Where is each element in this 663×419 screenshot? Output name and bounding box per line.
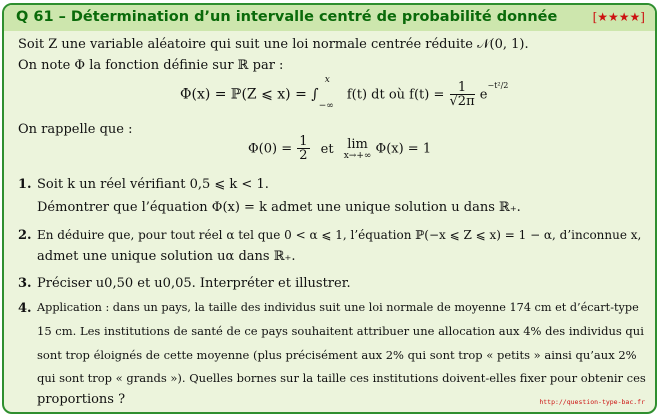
recall-lhs: Φ(0) = [248, 141, 293, 157]
item-4-line-3: sont trop éloignés de cette moyenne (plus précisément aux 2% qui sont trop « petits » ainsi qu’aux 2% [37, 348, 637, 362]
item-1-number: 1. [18, 177, 32, 192]
intro-line-2: On note Φ la fonction définie sur ℝ par : [18, 58, 284, 73]
item-1-line-1: Soit k un réel vérifiant 0,5 ⩽ k < 1. [37, 177, 269, 192]
item-4-number: 4. [18, 301, 32, 316]
recall-limit [344, 137, 372, 161]
phi-definition-formula [180, 75, 509, 111]
intro-line-3: On rappelle que : [18, 122, 133, 137]
recall-lim-sub: x→+∞ [343, 151, 372, 161]
intro-line-1: Soit Z une variable aléatoire qui suit une loi normale centrée réduite 𝒩(0, 1). [18, 37, 529, 52]
integral-lower-bound: −∞ [318, 101, 334, 111]
recall-rhs: Φ(x) = 1 [375, 141, 432, 157]
formula-exp-sup: −t²/2 [487, 81, 509, 91]
item-4-line-4: qui sont trop « grands »). Quelles bornes sur la taille ces institutions doivent-elles fixer pour obtenir ces [37, 371, 646, 385]
item-1-line-2: Démontrer que l’équation Φ(x) = k admet une unique solution u dans ℝ₊. [37, 200, 521, 215]
formula-fraction [450, 81, 475, 109]
item-4-line-1: Application : dans un pays, la taille des individus suit une loi normale de moyenne 174 cm et d’écart-type [37, 301, 639, 314]
item-4-line-5: proportions ? [37, 392, 126, 407]
question-card [2, 3, 657, 414]
item-4-line-2: 15 cm. Les institutions de santé de ce pays souhaitent attribuer une allocation aux 4% des individus qui [37, 324, 644, 338]
formula-frac-den: √2π [449, 94, 475, 109]
footer-url: http://question-type-bac.fr [539, 398, 645, 406]
formula-lhs: Φ(x) = ℙ(Z ⩽ x) = ∫ [180, 86, 319, 103]
formula-frac-num: 1 [450, 81, 475, 95]
difficulty-rating: [★★★★] [592, 10, 645, 24]
recall-frac-num: 1 [299, 134, 308, 149]
recall-fraction [297, 135, 309, 163]
recall-et: et [320, 141, 334, 157]
question-header [4, 5, 655, 31]
recall-frac-den: 2 [299, 148, 308, 163]
recall-lim-word: lim [347, 137, 368, 152]
formula-exp: e [479, 87, 488, 103]
question-title: Q 61 – Détermination d’un intervalle centré de probabilité donnée [16, 9, 558, 25]
item-3-number: 3. [18, 276, 32, 291]
integral-upper-bound: x [324, 75, 330, 85]
item-2-line-1: En déduire que, pour tout réel α tel que 0 < α ⩽ 1, l’équation ℙ(−x ⩽ Z ⩽ x) = 1 − α, d’inconnue x, [37, 228, 642, 242]
item-2-number: 2. [18, 228, 32, 243]
item-3-line-1: Préciser u0,50 et u0,05. Interpréter et illustrer. [37, 276, 351, 291]
formula-mid: f(t) dt où f(t) = [346, 87, 445, 103]
recall-formula [248, 135, 431, 163]
item-2-line-2: admet une unique solution uα dans ℝ₊. [37, 249, 296, 264]
